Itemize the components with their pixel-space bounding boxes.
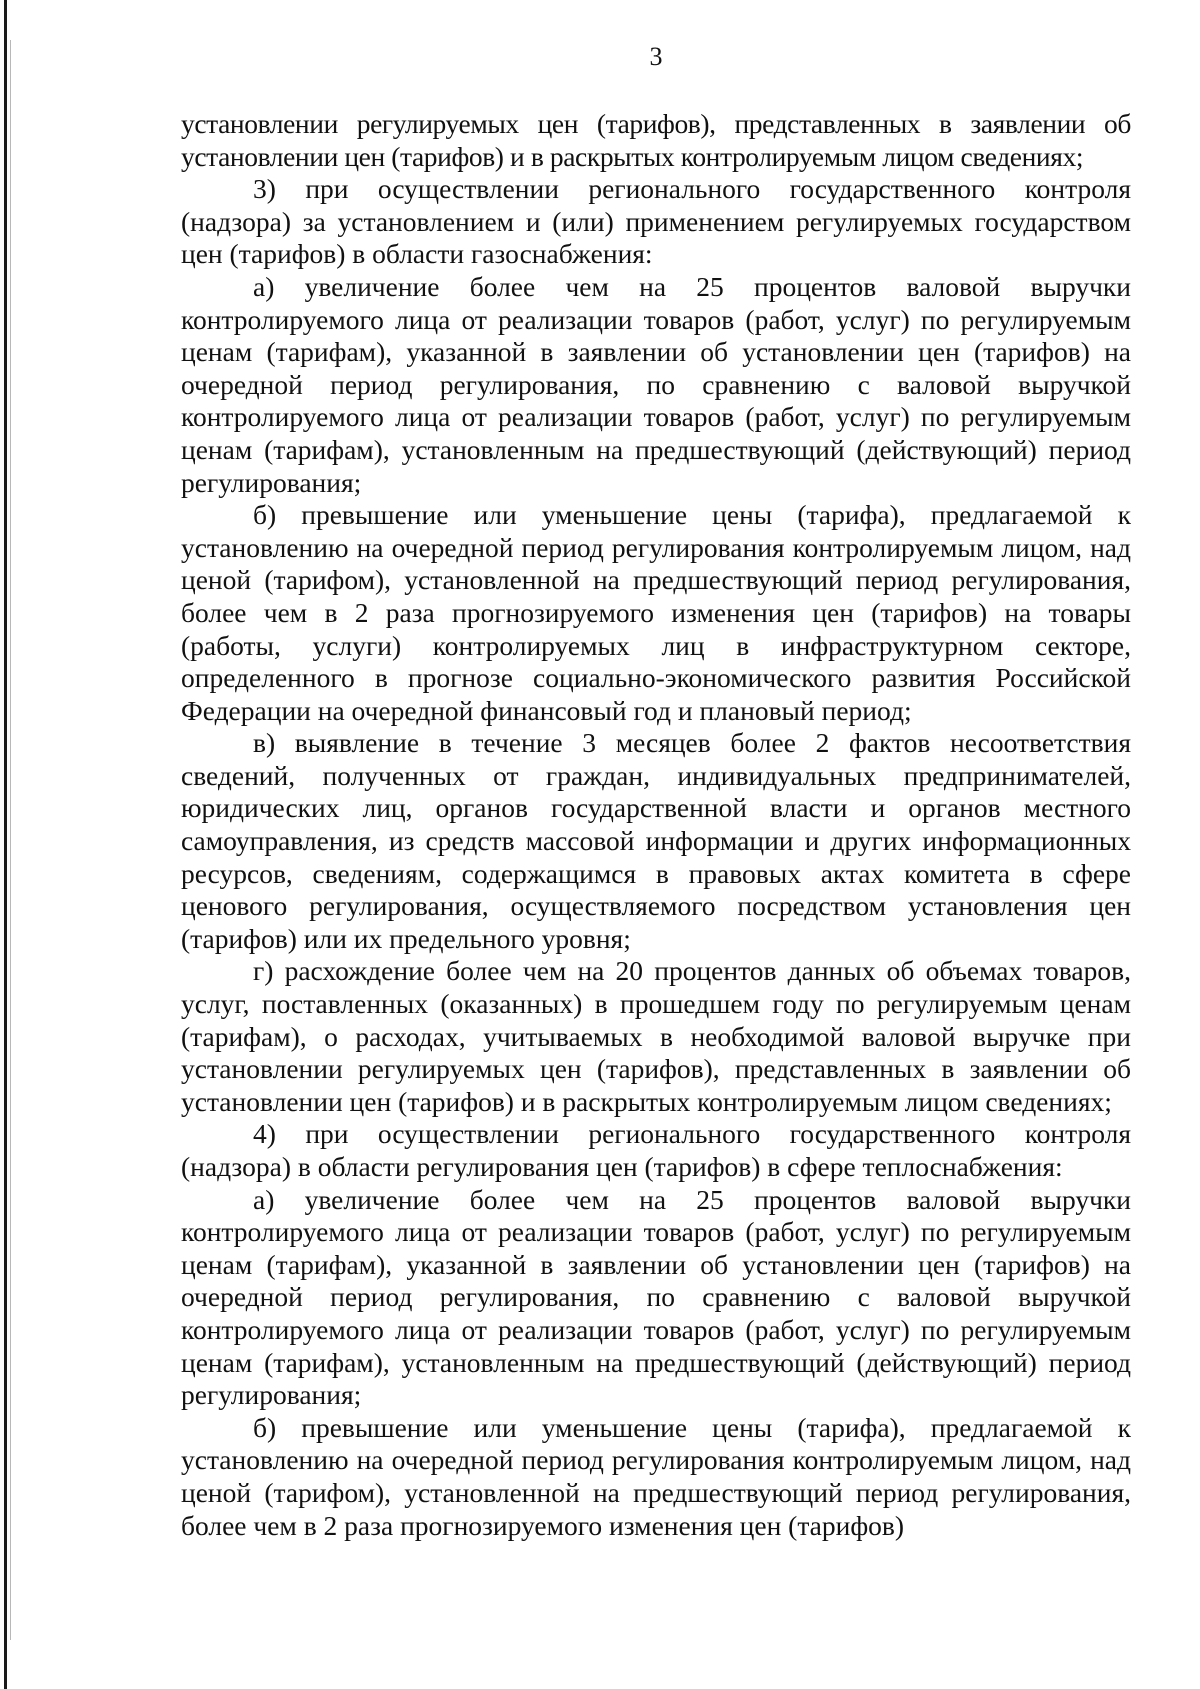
- paragraph-item-3g: г) расхождение более чем на 20 процентов данных об объемах товаров, услуг, поставленных (оказанных) в прошедшем году по регулируемым ценам (тарифам), о расходах, учитываемых в необходимой валовой выручке при установлении регулируемых цен (тарифов), представленных в заявлении об установлении цен (тарифов) и в раскрытых контролируемым лицом сведениях;: [181, 955, 1131, 1117]
- paragraph-item-3: 3) при осуществлении регионального государственного контроля (надзора) за установлением и (или) применением регулируемых государством цен (тарифов) в области газоснабжения:: [181, 173, 1131, 270]
- paragraph-continuation: установлении регулируемых цен (тарифов), представленных в заявлении об установлении цен (тарифов) и в раскрытых контролируемым лицом сведениях;: [181, 108, 1131, 172]
- paragraph-item-4a: а) увеличение более чем на 25 процентов валовой выручки контролируемого лица от реализации товаров (работ, услуг) по регулируемым ценам (тарифам), указанной в заявлении об установлении цен (тарифов) на очередной период регулирования, по сравнению с валовой выручкой контролируемого лица от реализации товаров (работ, услуг) по регулируемым ценам (тарифам), установленным на предшествующий (действующий) период регулирования;: [181, 1183, 1131, 1411]
- paragraph-item-3b: б) превышение или уменьшение цены (тарифа), предлагаемой к установлению на очередной период регулирования контролируемым лицом, над ценой (тарифом), установленной на предшествующий период регулирования, более чем в 2 раза прогнозируемого изменения цен (тарифов) на товары (работы, услуги) контролируемых лиц в инфраструктурном секторе, определенного в прогнозе социально-экономического развития Российской Федерации на очередной финансовый год и плановый период;: [181, 499, 1131, 726]
- paragraph-item-4b: б) превышение или уменьшение цены (тарифа), предлагаемой к установлению на очередной период регулирования контролируемым лицом, над ценой (тарифом), установленной на предшествующий период регулирования, более чем в 2 раза прогнозируемого изменения цен (тарифов): [181, 1411, 1131, 1541]
- paragraph-item-4: 4) при осуществлении регионального государственного контроля (надзора) в области регулирования цен (тарифов) в сфере теплоснабжения:: [181, 1118, 1131, 1182]
- paragraph-item-3a: а) увеличение более чем на 25 процентов валовой выручки контролируемого лица от реализации товаров (работ, услуг) по регулируемым ценам (тарифам), указанной в заявлении об установлении цен (тарифов) на очередной период регулирования, по сравнению с валовой выручкой контролируемого лица от реализации товаров (работ, услуг) по регулируемым ценам (тарифам), установленным на предшествующий (действующий) период регулирования;: [181, 270, 1131, 498]
- scan-edge-line: [4, 0, 7, 1689]
- document-body: [181, 108, 1131, 1542]
- page-number: 3: [649, 42, 663, 71]
- scan-edge-shadow: [10, 40, 11, 1640]
- paragraph-item-3v: в) выявление в течение 3 месяцев более 2 фактов несоответствия сведений, полученных от граждан, индивидуальных предпринимателей, юридических лиц, органов государственной власти и органов местного самоуправления, из средств массовой информации и других информационных ресурсов, сведениям, содержащимся в правовых актах комитета в сфере ценового регулирования, осуществляемого посредством установления цен (тарифов) или их предельного уровня;: [181, 727, 1131, 954]
